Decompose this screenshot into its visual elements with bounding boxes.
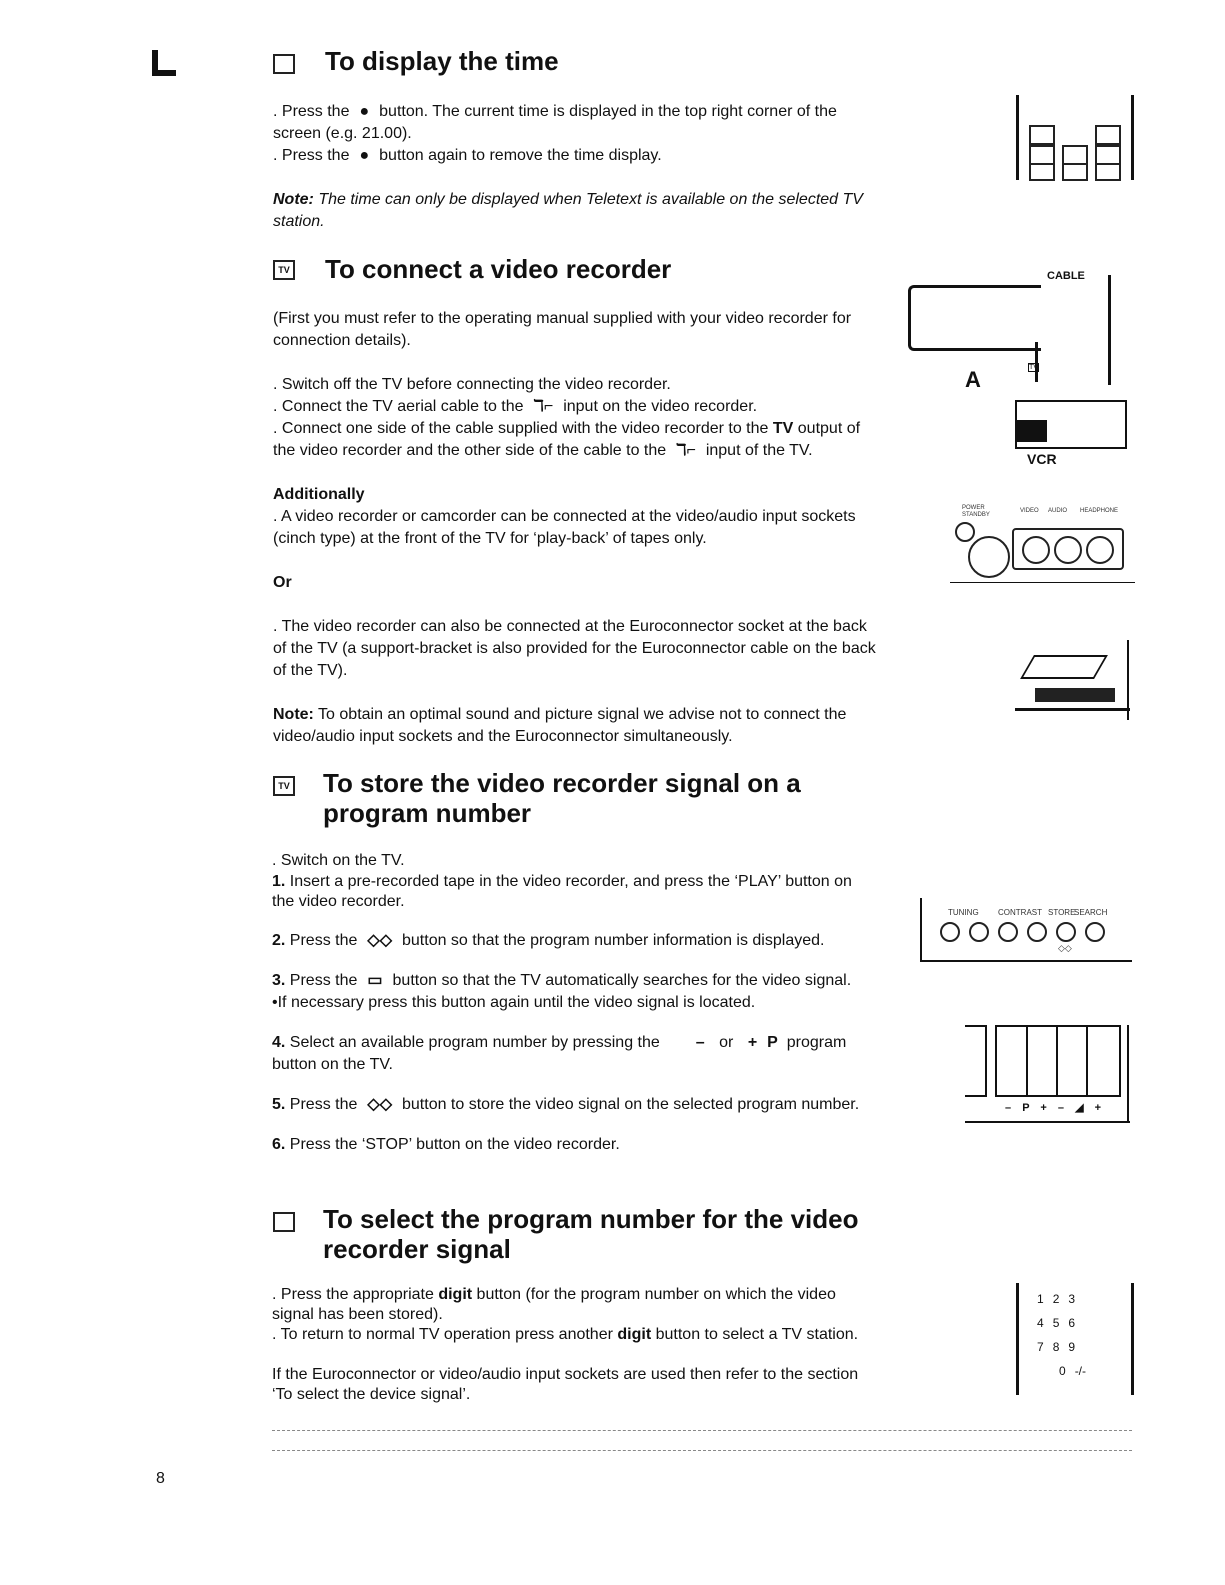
tv-icon: TV [273, 776, 295, 796]
control-panel-diagram: TUNING CONTRAST STORE SEARCH ◇◇ [920, 898, 1132, 962]
divider [272, 1450, 1132, 1452]
section-title: To select the program number for the video recorder signal [323, 1204, 859, 1264]
digit-keypad-diagram: 123 456 789 0-/- [1016, 1283, 1134, 1395]
front-sockets-diagram: POWER STANDBY VIDEO AUDIO HEADPHONE [950, 500, 1135, 583]
program-buttons-diagram: – P + – ◢ + [965, 1025, 1130, 1125]
section-body: . Press the appropriate digit button (for the program number on which the video signal has been stored). . To return to normal TV operation press another digit button to select a TV station. If the Euroconnector or video/audio input sockets are used then refer to the section ‘To select the device signal’. [272, 1286, 859, 1403]
aerial-icon: ℸ⌐ [676, 442, 696, 459]
store-icon: ◇◇ [367, 1096, 392, 1113]
store-icon: ◇◇ [367, 932, 392, 949]
euroconnector-diagram [1015, 640, 1130, 720]
divider [272, 1430, 1132, 1432]
section-body: (First you must refer to the operating manual supplied with your video recorder for connection details). . Switch off the TV before connecting the video recorder. . Connect the TV aerial cable to the ℸ⌐ input on the video recorder. . Connect one side of the cable supplied with the video recorder to the TV output of the video recorder and the other side of the cable to the ℸ⌐ input of the TV. Additionally . A video recorder or camcorder can be connected at the video/audio input sockets (cinch type) at the front of the TV for ‘play-back’ of tapes only. Or . The video recorder can also be connected at the Euroconnector socket at the back of the TV (a support-bracket is also provided for the Euroconnector cable on the back of the TV). Note: To obtain an optimal sound and picture signal we advise not to connect the video/audio input sockets and the Euroconnector simultaneously. [273, 310, 876, 745]
clock-button-icon: ● [359, 103, 370, 120]
search-icon: ▭ [367, 972, 383, 989]
vcr-connection-diagram: CABLE A VCR TV [905, 245, 1140, 470]
teletext-icon [273, 1212, 295, 1232]
clock-button-icon: ● [359, 147, 370, 164]
aerial-icon: ℸ⌐ [533, 398, 554, 415]
section-body: . Press the ● button. The current time is displayed in the top right corner of the screen (e.g. 21.00). . Press the ● button again to remove the time display. Note: The time can only be displayed when Teletext is available on the selected TV station. [273, 103, 863, 230]
page-number: 8 [156, 1470, 165, 1487]
remote-diagram [1016, 95, 1134, 180]
section-body: . Switch on the TV. 1. Insert a pre-recorded tape in the video recorder, and press the ‘PLAY’ button on the video recorder. 2. Press the ◇◇ button so that the program number information is displayed. 3. Press the ▭ button so that the TV automatically searches for the video signal. •If necessary press this button again until the video signal is located. 4. Select an available program number by pressing the – or + P program button on the TV. 5. Press the ◇◇ button to store the video signal on the selected program number. 6. Press the ‘STOP’ button on the video recorder. [272, 852, 860, 1153]
section-title: To display the time [325, 46, 559, 76]
section-title: To connect a video recorder [325, 254, 672, 284]
crop-mark [152, 70, 176, 76]
tv-icon: TV [273, 260, 295, 280]
teletext-icon [273, 54, 295, 74]
section-title: To store the video recorder signal on a program number [323, 768, 801, 828]
